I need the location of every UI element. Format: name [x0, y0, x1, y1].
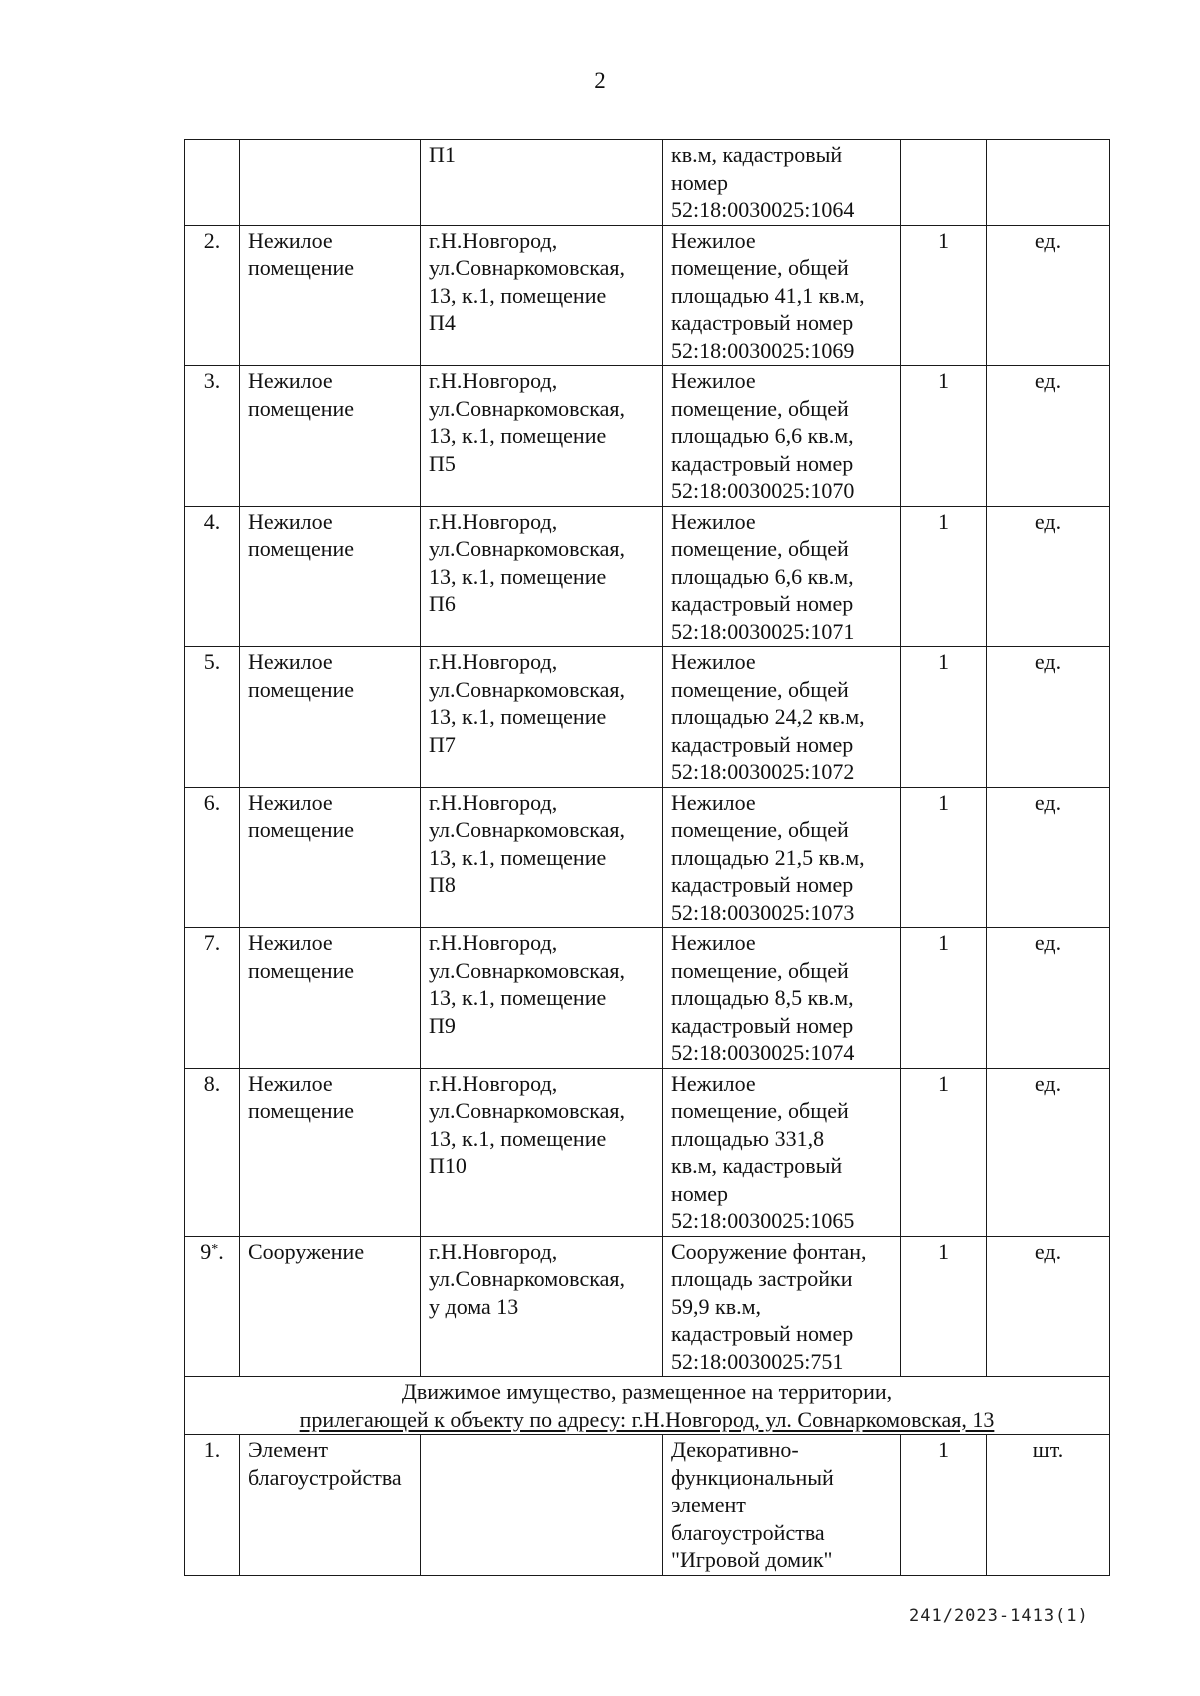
- address-line: 13, к.1, помещение: [429, 563, 607, 589]
- unit-cell: ед.: [987, 647, 1110, 788]
- description-line: площадью 21,5 кв.м,: [671, 844, 865, 870]
- description-line: кадастровый номер: [671, 591, 854, 616]
- section-header-line: прилегающей к объекту по адресу: г.Н.Новгород, ул. Совнаркомовская, 13: [299, 1406, 995, 1432]
- description-line: Нежилое: [671, 649, 756, 674]
- quantity-cell: 1: [901, 225, 987, 366]
- object-type-line: помещение: [248, 255, 355, 280]
- description-line: 52:18:0030025:1072: [671, 759, 855, 784]
- table-row: [185, 1068, 1110, 1236]
- description-line: кадастровый номер: [671, 1321, 854, 1346]
- address-line: ул.Совнаркомовская,: [429, 395, 625, 421]
- description-cell: [663, 787, 901, 928]
- description-line: 52:18:0030025:1069: [671, 337, 855, 363]
- description-line: "Игровой домик": [671, 1547, 833, 1572]
- address-line: 13, к.1, помещение: [429, 282, 607, 308]
- object-type-cell: [240, 647, 421, 788]
- object-type-cell: [240, 140, 421, 226]
- address-line: г.Н.Новгород,: [429, 227, 558, 253]
- unit-cell: ед.: [987, 928, 1110, 1069]
- address-cell: [421, 225, 663, 366]
- object-type-line: Нежилое: [248, 1070, 333, 1096]
- description-cell: [663, 1236, 901, 1377]
- address-line: ул.Совнаркомовская,: [429, 1266, 625, 1291]
- row-number-suffix: .: [218, 1238, 224, 1264]
- description-line: Нежилое: [671, 508, 756, 534]
- object-type-line: помещение: [248, 817, 355, 842]
- description-line: Сооружение фонтан,: [671, 1238, 867, 1264]
- description-line: Нежилое: [671, 1070, 756, 1096]
- description-line: 52:18:0030025:1074: [671, 1040, 855, 1065]
- description-line: помещение, общей: [671, 676, 849, 702]
- object-type-cell: [240, 928, 421, 1069]
- description-cell: [663, 1068, 901, 1236]
- object-type-line: Элемент: [248, 1437, 329, 1462]
- quantity-cell: 1: [901, 1435, 987, 1576]
- row-number: 1.: [203, 1437, 221, 1462]
- unit-cell: ед.: [987, 1236, 1110, 1377]
- address-line: 13, к.1, помещение: [429, 844, 607, 870]
- description-line: 52:18:0030025:751: [671, 1348, 844, 1374]
- description-line: помещение, общей: [671, 536, 849, 561]
- row-number-cell: [185, 1435, 240, 1576]
- quantity-cell: 1: [901, 928, 987, 1069]
- address-line: П8: [429, 872, 456, 897]
- row-number: 3.: [203, 368, 221, 393]
- address-line: ул.Совнаркомовская,: [429, 536, 625, 561]
- address-line: П7: [429, 731, 456, 757]
- address-line: г.Н.Новгород,: [429, 368, 558, 393]
- unit-cell: [987, 140, 1110, 226]
- address-line: ул.Совнаркомовская,: [429, 957, 625, 983]
- description-line: кадастровый номер: [671, 310, 854, 335]
- description-line: помещение, общей: [671, 1098, 849, 1123]
- description-cell: [663, 225, 901, 366]
- table-row: [185, 506, 1110, 647]
- description-line: кадастровый номер: [671, 872, 854, 897]
- description-line: 52:18:0030025:1070: [671, 478, 855, 503]
- quantity-cell: 1: [901, 1068, 987, 1236]
- object-type-cell: [240, 1435, 421, 1576]
- address-line: П9: [429, 1012, 456, 1038]
- unit-cell: ед.: [987, 787, 1110, 928]
- unit-cell: ед.: [987, 225, 1110, 366]
- unit-cell: шт.: [987, 1435, 1110, 1576]
- address-cell: [421, 140, 663, 226]
- table-row: [185, 928, 1110, 1069]
- quantity-cell: [901, 140, 987, 226]
- description-cell: [663, 647, 901, 788]
- address-line: г.Н.Новгород,: [429, 789, 558, 815]
- description-line: площадью 8,5 кв.м,: [671, 985, 854, 1010]
- document-registration-code: 241/2023-1413(1): [909, 1606, 1089, 1626]
- address-line: 13, к.1, помещение: [429, 704, 607, 729]
- description-line: номер: [671, 1180, 729, 1206]
- row-number: 6.: [203, 789, 221, 815]
- page-number: 2: [594, 68, 606, 93]
- object-type-line: Сооружение: [248, 1238, 365, 1264]
- table-row: [185, 1236, 1110, 1377]
- unit-cell: ед.: [987, 366, 1110, 507]
- object-type-cell: [240, 225, 421, 366]
- section-header-line: Движимое имущество, размещенное на территории,: [401, 1379, 893, 1404]
- table-row: [185, 787, 1110, 928]
- quantity-cell: 1: [901, 787, 987, 928]
- section-header-row: [185, 1377, 1110, 1435]
- row-number-cell: [185, 1068, 240, 1236]
- description-line: кадастровый номер: [671, 731, 854, 757]
- description-line: функциональный: [671, 1464, 834, 1490]
- row-number-cell: [185, 140, 240, 226]
- object-type-line: Нежилое: [248, 789, 333, 815]
- description-line: Нежилое: [671, 930, 756, 955]
- object-type-line: Нежилое: [248, 649, 333, 674]
- address-line: П10: [429, 1153, 467, 1178]
- object-type-line: помещение: [248, 536, 355, 561]
- address-line: ул.Совнаркомовская,: [429, 255, 625, 280]
- description-line: помещение, общей: [671, 817, 849, 842]
- object-type-line: помещение: [248, 395, 355, 421]
- description-line: помещение, общей: [671, 957, 849, 983]
- description-cell: [663, 1435, 901, 1576]
- description-line: площадью 41,1 кв.м,: [671, 282, 865, 308]
- address-cell: [421, 1068, 663, 1236]
- object-type-line: Нежилое: [248, 368, 333, 393]
- object-type-cell: [240, 366, 421, 507]
- address-line: П1: [429, 142, 456, 167]
- description-line: благоустройства: [671, 1519, 825, 1545]
- quantity-cell: 1: [901, 1236, 987, 1377]
- row-number: 2.: [203, 227, 221, 253]
- address-cell: [421, 647, 663, 788]
- address-cell: [421, 366, 663, 507]
- address-line: П5: [429, 450, 456, 476]
- row-number-cell: [185, 787, 240, 928]
- table-row-continued: [185, 140, 1110, 226]
- row-number-cell: [185, 928, 240, 1069]
- address-line: 13, к.1, помещение: [429, 1125, 607, 1151]
- description-cell: [663, 928, 901, 1069]
- description-line: 52:18:0030025:1065: [671, 1208, 855, 1233]
- object-type-cell: [240, 1236, 421, 1377]
- object-type-line: помещение: [248, 676, 355, 702]
- row-number-cell: [185, 1236, 240, 1377]
- object-type-cell: [240, 506, 421, 647]
- address-cell: [421, 1435, 663, 1576]
- row-number-cell: [185, 506, 240, 647]
- description-line: 52:18:0030025:1064: [671, 197, 855, 222]
- description-line: элемент: [671, 1492, 746, 1517]
- description-line: площадью 331,8: [671, 1125, 825, 1151]
- description-line: кв.м, кадастровый: [671, 1153, 843, 1178]
- address-cell: [421, 787, 663, 928]
- description-line: номер: [671, 169, 729, 195]
- table-row: [185, 225, 1110, 366]
- address-line: 13, к.1, помещение: [429, 985, 607, 1010]
- object-type-line: помещение: [248, 957, 355, 983]
- footnote-mark: *: [211, 1241, 219, 1257]
- object-type-line: Нежилое: [248, 930, 333, 955]
- address-line: ул.Совнаркомовская,: [429, 817, 625, 842]
- description-line: 59,9 кв.м,: [671, 1293, 761, 1319]
- address-line: г.Н.Новгород,: [429, 649, 558, 674]
- address-cell: [421, 506, 663, 647]
- object-type-cell: [240, 1068, 421, 1236]
- address-cell: [421, 928, 663, 1069]
- description-line: Нежилое: [671, 227, 756, 253]
- row-number: 8.: [203, 1070, 221, 1096]
- address-cell: [421, 1236, 663, 1377]
- table-row: [185, 366, 1110, 507]
- description-line: кадастровый номер: [671, 450, 854, 476]
- object-type-line: помещение: [248, 1098, 355, 1123]
- row-number: 9: [200, 1238, 212, 1264]
- description-line: площадью 6,6 кв.м,: [671, 563, 854, 589]
- row-number: 5.: [203, 649, 221, 674]
- description-line: кв.м, кадастровый: [671, 142, 843, 167]
- description-cell: [663, 140, 901, 226]
- row-number-cell: [185, 366, 240, 507]
- row-number-cell: [185, 647, 240, 788]
- description-line: 52:18:0030025:1073: [671, 899, 855, 925]
- property-table-body: [185, 140, 1110, 1576]
- row-number-cell: [185, 225, 240, 366]
- object-type-line: Нежилое: [248, 227, 333, 253]
- description-line: площадь застройки: [671, 1266, 853, 1291]
- address-line: П4: [429, 310, 456, 335]
- description-line: кадастровый номер: [671, 1012, 854, 1038]
- address-line: ул.Совнаркомовская,: [429, 1098, 625, 1123]
- description-line: помещение, общей: [671, 395, 849, 421]
- description-line: Декоративно-: [671, 1437, 799, 1462]
- unit-cell: ед.: [987, 1068, 1110, 1236]
- quantity-cell: 1: [901, 366, 987, 507]
- description-line: Нежилое: [671, 368, 756, 393]
- address-line: г.Н.Новгород,: [429, 930, 558, 955]
- description-line: площадью 6,6 кв.м,: [671, 423, 854, 448]
- row-number: 4.: [203, 508, 221, 534]
- address-line: ул.Совнаркомовская,: [429, 676, 625, 702]
- table-row: [185, 647, 1110, 788]
- property-table: [184, 139, 1110, 1576]
- object-type-line: благоустройства: [248, 1464, 402, 1490]
- table-row: [185, 1435, 1110, 1576]
- address-line: г.Н.Новгород,: [429, 508, 558, 534]
- description-cell: [663, 366, 901, 507]
- address-line: г.Н.Новгород,: [429, 1070, 558, 1096]
- address-line: г.Н.Новгород,: [429, 1238, 558, 1264]
- description-cell: [663, 506, 901, 647]
- quantity-cell: 1: [901, 647, 987, 788]
- object-type-cell: [240, 787, 421, 928]
- quantity-cell: 1: [901, 506, 987, 647]
- address-line: у дома 13: [429, 1293, 519, 1319]
- section-header-cell: [185, 1377, 1110, 1435]
- address-line: 13, к.1, помещение: [429, 423, 607, 448]
- address-line: П6: [429, 591, 456, 616]
- description-line: 52:18:0030025:1071: [671, 618, 855, 644]
- description-line: площадью 24,2 кв.м,: [671, 704, 865, 729]
- object-type-line: Нежилое: [248, 508, 333, 534]
- unit-cell: ед.: [987, 506, 1110, 647]
- description-line: помещение, общей: [671, 255, 849, 280]
- row-number: 7.: [203, 930, 221, 955]
- description-line: Нежилое: [671, 789, 756, 815]
